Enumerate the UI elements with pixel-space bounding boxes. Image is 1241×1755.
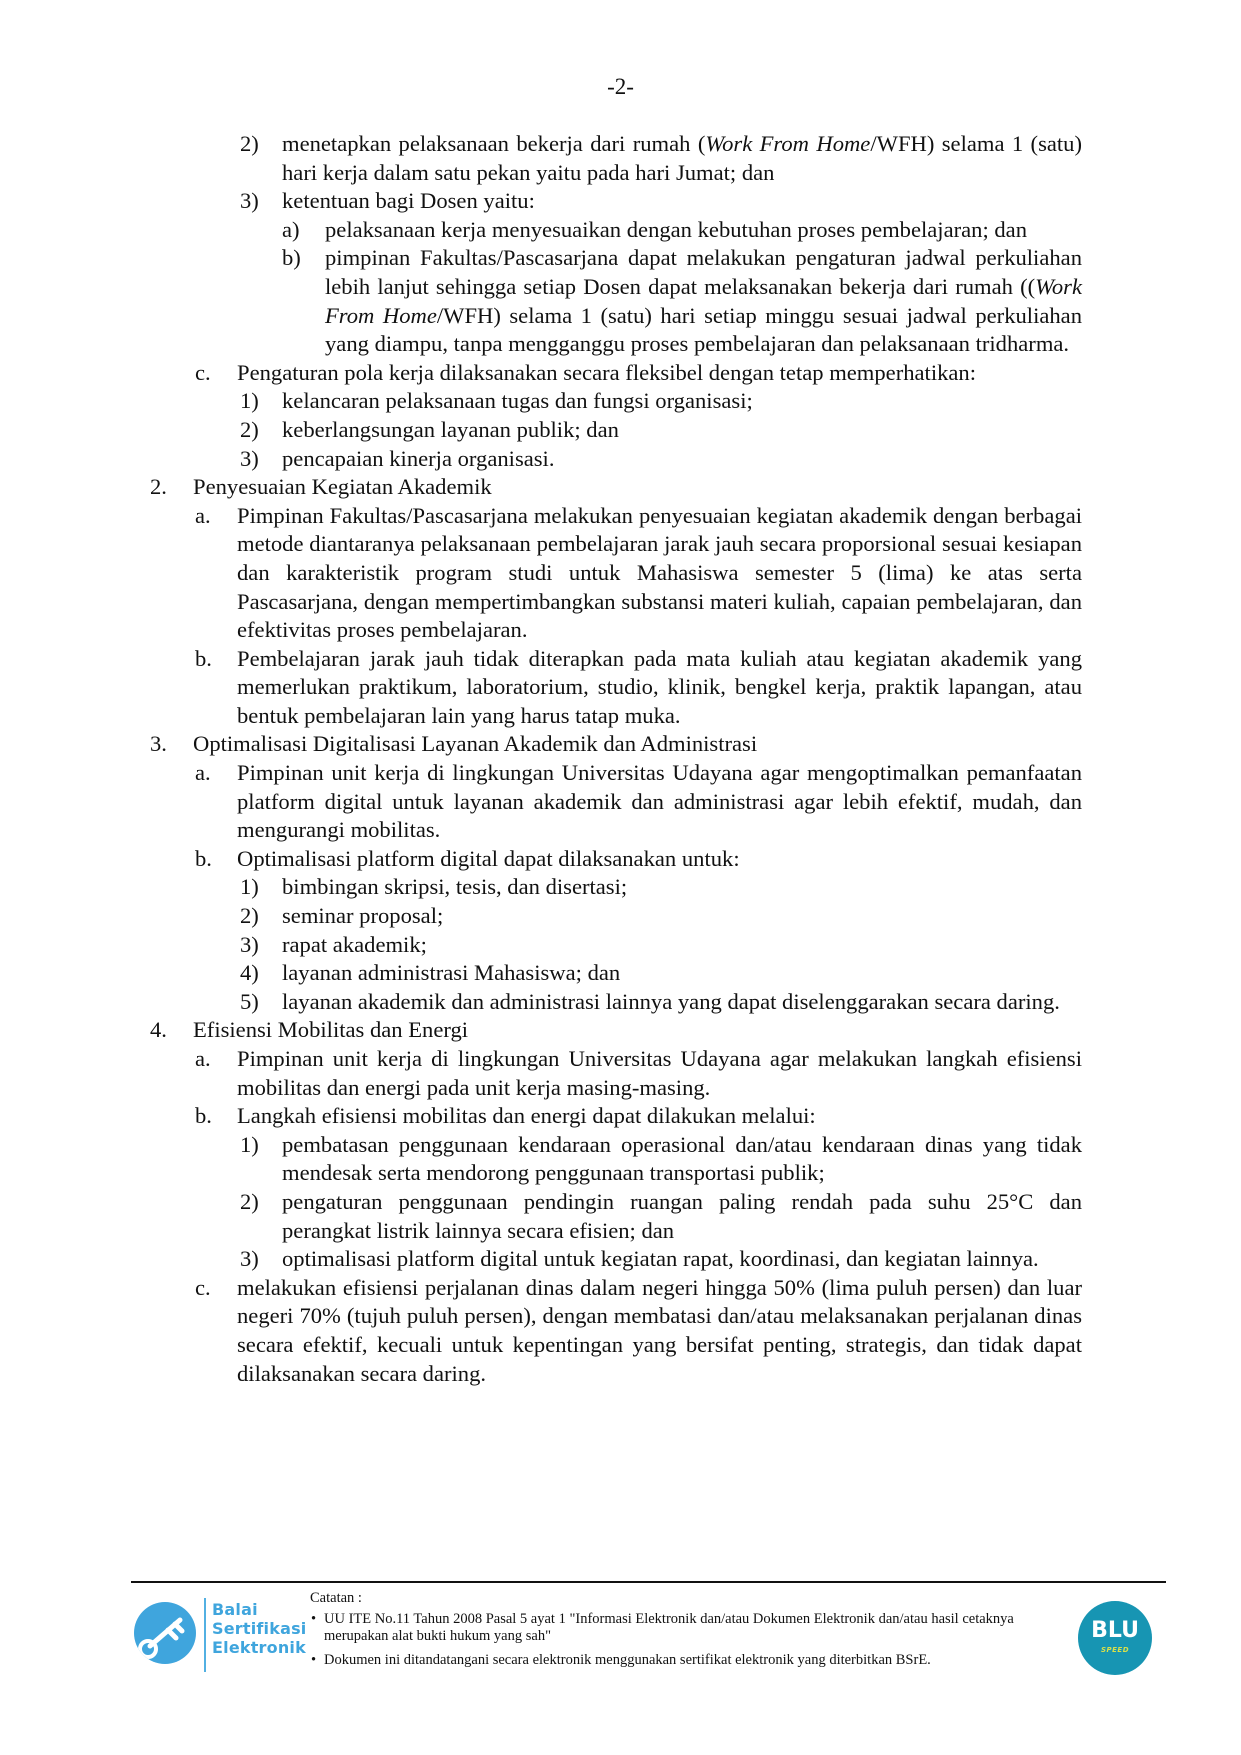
list-marker: 4. — [150, 1017, 167, 1043]
list-item-text — [282, 1245, 1082, 1274]
bsre-logo — [134, 1596, 307, 1676]
text-segment: rapat akademik; — [282, 931, 427, 957]
list-item-text — [237, 1045, 1082, 1102]
list-item-text — [282, 416, 1082, 445]
list-item-text — [282, 902, 1082, 931]
text-segment: Optimalisasi platform digital dapat dilaksanakan untuk: — [237, 845, 740, 871]
list-item-text — [325, 244, 1082, 358]
text-segment: pengaturan penggunaan pendingin ruangan paling rendah pada suhu 25°C dan perangkat listrik lainnya secara efisien; dan — [282, 1188, 1082, 1243]
list-item — [0, 1131, 1241, 1188]
list-item — [0, 1102, 1241, 1131]
list-item — [0, 1016, 1241, 1045]
text-segment: Efisiensi Mobilitas dan Energi — [193, 1017, 469, 1043]
list-item — [0, 416, 1241, 445]
text-segment: pelaksanaan kerja menyesuaikan dengan kebutuhan proses pembelajaran; dan — [325, 216, 1028, 242]
text-segment: pembatasan penggunaan kendaraan operasional dan/atau kendaraan dinas yang tidak mendesak serta mendorong penggunaan transportasi publik; — [282, 1131, 1082, 1186]
bsre-logo-line: Elektronik — [212, 1638, 306, 1657]
text-segment: Pimpinan Fakultas/Pascasarjana melakukan penyesuaian kegiatan akademik dengan berbagai metode diantaranya pelaksanaan pembelajaran jarak jauh secara proporsional sesuai kesiapan dan karakteristik program studi untuk Mahasiswa semester 5 (lima) ke atas serta Pascasarjana, dengan mempertimbangkan substansi materi kuliah, capaian pembelajaran, dan efektivitas proses pembelajaran. — [237, 502, 1082, 643]
text-segment: Pembelajaran jarak jauh tidak diterapkan pada mata kuliah atau kegiatan akademik yang memerlukan praktikum, laboratorium, studio, klinik, bengkel kerja, praktik lapangan, atau bentuk pembelajaran lain yang harus tatap muka. — [237, 645, 1082, 728]
list-item-text — [193, 730, 1082, 759]
note-item — [310, 1652, 1070, 1669]
list-item-text — [282, 1131, 1082, 1188]
document-body — [0, 130, 1241, 1388]
bsre-logo-text — [212, 1600, 307, 1657]
list-marker: b. — [195, 645, 212, 671]
list-item-text — [282, 130, 1082, 187]
list-marker: 3) — [240, 931, 259, 957]
blu-speed-logo — [1078, 1601, 1152, 1675]
list-marker: 2. — [150, 474, 167, 500]
bullet-icon: • — [311, 1652, 317, 1668]
footer-divider — [131, 1581, 1166, 1583]
list-marker: 3) — [240, 188, 259, 214]
list-marker: b. — [195, 845, 212, 871]
list-marker: a. — [195, 760, 211, 786]
list-item — [0, 730, 1241, 759]
list-marker: b) — [282, 245, 301, 271]
list-marker: a. — [195, 1046, 211, 1071]
list-item-text — [237, 502, 1082, 645]
list-marker: 1) — [240, 1131, 259, 1157]
key-icon — [134, 1602, 196, 1664]
notes-title: Catatan : — [310, 1590, 362, 1606]
list-item — [0, 1245, 1241, 1274]
page-number: -2- — [607, 74, 634, 99]
list-item-text — [193, 473, 1082, 502]
list-item — [0, 1045, 1241, 1102]
list-marker: a. — [195, 502, 211, 528]
text-segment: Penyesuaian Kegiatan Akademik — [193, 474, 492, 500]
text-segment: menetapkan pelaksanaan bekerja dari rumah ( — [282, 131, 706, 156]
list-marker: 2) — [240, 903, 259, 929]
list-item — [0, 130, 1241, 187]
list-marker: 3) — [240, 445, 259, 471]
list-item — [0, 873, 1241, 902]
text-segment: keberlangsungan layanan publik; dan — [282, 416, 619, 442]
note-text: Dokumen ini ditandatangani secara elektronik menggunakan sertifikat elektronik yang diterbitkan BSrE. — [324, 1652, 931, 1668]
text-segment: Pimpinan unit kerja di lingkungan Universitas Udayana agar melakukan langkah efisiensi mobilitas dan energi pada unit kerja masing-masing. — [237, 1046, 1082, 1100]
list-item-text — [237, 1102, 1082, 1131]
list-item — [0, 244, 1241, 358]
list-item — [0, 216, 1241, 245]
list-marker: 5) — [240, 988, 259, 1014]
list-item — [0, 959, 1241, 988]
list-item-text — [193, 1016, 1082, 1045]
text-segment: Pengaturan pola kerja dilaksanakan secara fleksibel dengan tetap memperhatikan: — [237, 359, 977, 385]
text-segment: ketentuan bagi Dosen yaitu: — [282, 188, 535, 214]
list-marker: 1) — [240, 874, 259, 900]
list-marker: 2) — [240, 416, 259, 442]
list-marker: 1) — [240, 388, 259, 414]
list-item — [0, 1188, 1241, 1245]
list-item — [0, 502, 1241, 645]
list-item — [0, 988, 1241, 1017]
list-item-text — [237, 845, 1082, 874]
text-segment: pimpinan Fakultas/Pascasarjana dapat melakukan pengaturan jadwal perkuliahan lebih lanjut sehingga setiap Dosen dapat melaksanakan bekerja dari rumah (( — [325, 245, 1082, 299]
text-segment: /WFH) selama 1 (satu) hari setiap minggu sesuai jadwal perkuliahan yang diampu, tanpa mengganggu proses pembelajaran dan pelaksanaan tridharma. — [325, 302, 1082, 357]
text-segment: seminar proposal; — [282, 903, 444, 929]
list-marker: c. — [195, 1274, 211, 1300]
text-segment: /WFH) selama 1 (satu) hari kerja dalam satu pekan yaitu pada hari Jumat; dan — [282, 131, 1082, 185]
list-item-text — [237, 759, 1082, 845]
list-item-text — [282, 988, 1082, 1017]
bullet-icon: • — [311, 1611, 317, 1627]
list-item — [0, 759, 1241, 845]
list-item-text — [282, 387, 1082, 416]
list-item — [0, 473, 1241, 502]
text-segment: melakukan efisiensi perjalanan dinas dalam negeri hingga 50% (lima puluh persen) dan luar negeri 70% (tujuh puluh persen), dengan membatasi dan/atau melaksanakan perjalanan dinas secara efektif, kecuali untuk kepentingan yang bersifat penting, strategis, dan tidak dapat dilaksanakan secara daring. — [237, 1274, 1082, 1386]
text-segment: Langkah efisiensi mobilitas dan energi dapat dilakukan melalui: — [237, 1103, 816, 1129]
list-item-text — [282, 959, 1082, 988]
footer-notes — [310, 1588, 1070, 1669]
list-marker: 3) — [240, 1246, 259, 1272]
bsre-logo-line: Balai — [212, 1600, 258, 1619]
bsre-logo-line: Sertifikasi — [212, 1619, 307, 1638]
note-text: UU ITE No.11 Tahun 2008 Pasal 5 ayat 1 "Informasi Elektronik dan/atau Dokumen Elektronik dan/atau hasil cetaknya merupakan alat bukti hukum yang sah" — [324, 1611, 1014, 1644]
italic-term: Work From Home — [325, 273, 1082, 328]
list-marker: 3. — [150, 731, 167, 757]
logo-divider — [204, 1598, 206, 1672]
note-item — [310, 1611, 1070, 1645]
list-item — [0, 187, 1241, 216]
text-segment: bimbingan skripsi, tesis, dan disertasi; — [282, 874, 628, 900]
list-item — [0, 902, 1241, 931]
list-marker: a) — [282, 216, 300, 242]
list-marker: 4) — [240, 960, 259, 986]
list-item — [0, 1274, 1241, 1388]
list-item — [0, 845, 1241, 874]
list-item — [0, 445, 1241, 474]
list-item — [0, 387, 1241, 416]
italic-term: Work From Home — [705, 131, 871, 156]
text-segment: layanan administrasi Mahasiswa; dan — [282, 960, 621, 986]
list-item — [0, 359, 1241, 388]
list-marker: b. — [195, 1103, 212, 1129]
list-item-text — [237, 645, 1082, 731]
blu-logo-subtext: SPEED — [1100, 1646, 1130, 1654]
list-item-text — [237, 1274, 1082, 1388]
list-item-text — [282, 187, 1082, 216]
list-marker: 2) — [240, 1188, 259, 1214]
list-item-text — [282, 873, 1082, 902]
list-marker: c. — [195, 359, 211, 385]
text-segment: Pimpinan unit kerja di lingkungan Universitas Udayana agar mengoptimalkan pemanfaatan platform digital untuk layanan akademik dan administrasi agar lebih efektif, mudah, dan mengurangi mobilitas. — [237, 760, 1082, 843]
blu-logo-text: BLU — [1091, 1618, 1139, 1643]
text-segment: Optimalisasi Digitalisasi Layanan Akademik dan Administrasi — [193, 731, 758, 757]
list-item-text — [325, 216, 1082, 245]
text-segment: layanan akademik dan administrasi lainnya yang dapat diselenggarakan secara daring. — [282, 988, 1060, 1014]
list-item — [0, 931, 1241, 960]
text-segment: kelancaran pelaksanaan tugas dan fungsi organisasi; — [282, 388, 753, 414]
text-segment: optimalisasi platform digital untuk kegiatan rapat, koordinasi, dan kegiatan lainnya. — [282, 1246, 1039, 1272]
list-item-text — [282, 1188, 1082, 1245]
list-marker: 2) — [240, 131, 259, 156]
list-item-text — [237, 359, 1082, 388]
list-item — [0, 645, 1241, 731]
list-item-text — [282, 931, 1082, 960]
list-item-text — [282, 445, 1082, 474]
text-segment: pencapaian kinerja organisasi. — [282, 445, 555, 471]
